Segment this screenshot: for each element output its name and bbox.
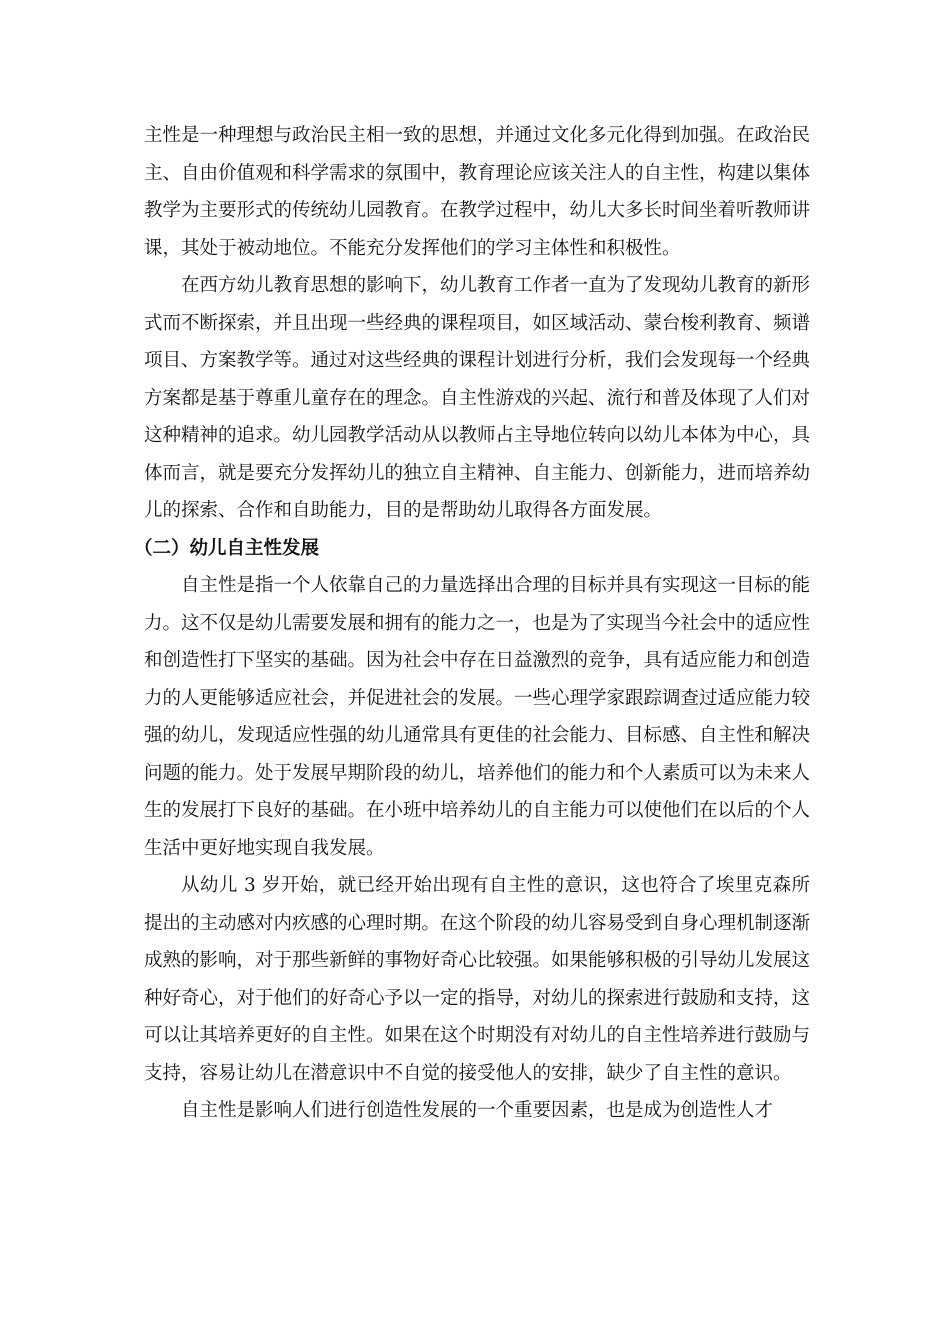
document-body	[134, 117, 811, 1130]
paragraph-western-influence: 在西方幼儿教育思想的影响下，幼儿教育工作者一直为了发现幼儿教育的新形式而不断探索，并且出现一些经典的课程项目，如区域活动、蒙台梭利教育、频谱项目、方案教学等。通过对这些经典的课程计划进行分析，我们会发现每一个经典方案都是基于尊重儿童存在的理念。自主性游戏的兴起、流行和普及体现了人们对这种精神的追求。幼儿园教学活动从以教师占主导地位转向以幼儿本体为中心，具体而言，就是要充分发挥幼儿的独立自主精神、自主能力、创新能力，进而培养幼儿的探索、合作和自助能力，目的是帮助幼儿取得各方面发展。	[144, 275, 811, 521]
paragraph-age-three: 从幼儿 3 岁开始，就已经开始出现有自主性的意识，这也符合了埃里克森所提出的主动感对内疚感的心理时期。在这个阶段的幼儿容易受到自身心理机制逐渐成熟的影响，对于那些新鲜的事物好奇心比较强。如果能够积极的引导幼儿发展这种好奇心，对于他们的好奇心予以一定的指导，对幼儿的探索进行鼓励和支持，这可以让其培养更好的自主性。如果在这个时期没有对幼儿的自主性培养进行鼓励与支持，容易让幼儿在潜意识中不自觉的接受他人的安排，缺少了自主性的意识。	[144, 875, 811, 1084]
paragraph-continuation: 主性是一种理想与政治民主相一致的思想，并通过文化多元化得到加强。在政治民主、自由价值观和科学需求的氛围中，教育理论应该关注人的自主性，构建以集体教学为主要形式的传统幼儿园教育。在教学过程中，幼儿大多长时间坐着听教师讲课，其处于被动地位。不能充分发挥他们的学习主体性和积极性。	[144, 125, 811, 259]
section-heading: （二）幼儿自主性发展	[134, 537, 320, 559]
paragraph-autonomy-definition: 自主性是指一个人依靠自己的力量选择出合理的目标并具有实现这一目标的能力。这不仅是幼儿需要发展和拥有的能力之一，也是为了实现当今社会中的适应性和创造性打下坚实的基础。因为社会中存在日益激烈的竞争，具有适应能力和创造力的人更能够适应社会，并促进社会的发展。一些心理学家跟踪调查过适应能力较强的幼儿，发现适应性强的幼儿通常具有更佳的社会能力、目标感、自主性和解决问题的能力。处于发展早期阶段的幼儿，培养他们的能力和个人素质可以为未来人生的发展打下良好的基础。在小班中培养幼儿的自主能力可以使他们在以后的个人生活中更好地实现自我发展。	[144, 575, 811, 859]
paragraph-creativity: 自主性是影响人们进行创造性发展的一个重要因素，也是成为创造性人才	[181, 1100, 774, 1121]
